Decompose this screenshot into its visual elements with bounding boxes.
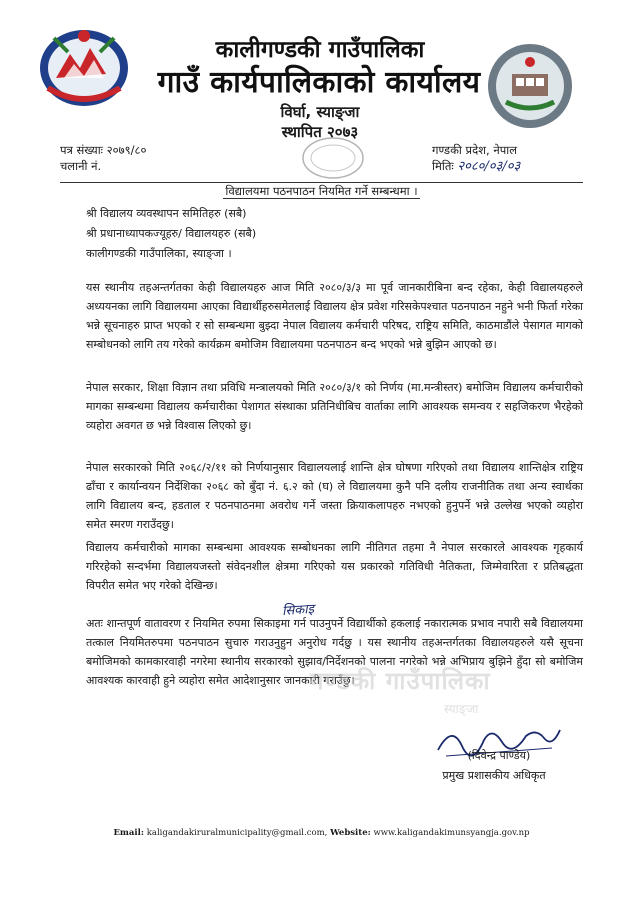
office-watermark-sub: स्याङ्जा (444, 702, 479, 716)
signatory-title: प्रमुख प्रशासकीय अधिकृत (442, 769, 546, 782)
body-paragraph: यस स्थानीय तहअन्तर्गतका केही विद्यालयहरु आज मिति २०८०/३/३ मा पूर्व जानकारीबिना बन्द रहेका, केही विद्यालयहरुले अध्ययनका लागि विद्यालयमा आएका विद्यार्थीहरुसमेतलाई विद्यालय क्षेत्र प्रवेश गरिसकेपश्चात पठनपाठन नहुने भनी फिर्ता गरेका भन्ने सूचनाहरु प्राप्त भएको र सो सम्बन्धमा बुझ्दा नेपाल विद्यालय कर्मचारी परिषद, राष्ट्रिय समिति, काठमाडौंले पेसागत मागको सम्बोधनको लागि तय गरेको कार्यक्रम बमोजिम विद्यालयमा पठनपाठन बन्द भएको भन्ने बुझिन आएको छ। (86, 281, 583, 351)
meta-right (432, 142, 520, 175)
website-link[interactable]: www.kaligandakimunsyangja.gov.np (373, 828, 530, 838)
office-watermark: गण्डकी गाउँपालिका (310, 667, 491, 695)
header-divider (60, 182, 583, 183)
reference-number: पत्र संख्याः २०७९/८० (60, 143, 147, 157)
handwritten-correction: सिकाइ (281, 601, 315, 620)
signatory-name: (दिवेन्द्र पाण्डेय) (467, 749, 531, 762)
date-label: मितिः (432, 159, 454, 173)
office-stamp-mark (300, 134, 366, 182)
website-label: Website: (330, 828, 371, 838)
meta-left (60, 142, 146, 174)
addressee-block (86, 204, 256, 264)
date-line (432, 158, 520, 175)
office-name: गाउँ कार्यपालिकाको कार्यालय (157, 65, 481, 100)
province-line: गण्डकी प्रदेश, नेपाल (432, 143, 518, 157)
subject-text: विद्यालयमा पठनपाठन नियमित गर्ने सम्बन्धमा । (225, 184, 418, 198)
date-value: २०८०/०३/०३ (457, 159, 521, 174)
email-address[interactable]: kaligandakiruralmunicipality@gmail.com (146, 828, 325, 838)
dispatch-number: चलानी नं. (60, 159, 102, 173)
addressee-line: श्री विद्यालय व्यवस्थापन समितिहरु (सबै) (86, 207, 247, 220)
body-paragraph: नेपाल सरकारको मिति २०६८/२/११ को निर्णयानुसार विद्यालयलाई शान्ति क्षेत्र घोषणा गरिएको तथा विद्यालय शान्तिक्षेत्र राष्ट्रिय ढाँचा र कार्यान्वयन निर्देशिका २०६८ को बुँदा नं. ६.२ को (घ) ले विद्यालयमा कुनै पनि दलीय राजनीतिक तथा अन्य स्वार्थका लागि विद्यालय बन्द, हडताल र पठनपाठनमा अवरोध गर्ने जस्ता क्रियाकलापहरु नभएको हुनुपर्ने भन्ने उल्लेख भएको व्यहोरा समेत स्मरण गराउँदछु। (86, 461, 583, 531)
nepal-emblem-logo (34, 18, 134, 110)
addressee-line: श्री प्रधानाध्यापकज्यूहरु/ विद्यालयहरु (सबै) (86, 227, 257, 240)
body-paragraph: अतः शान्तपूर्ण वातावरण र नियमित रुपमा सिकाइमा गर्न पाउनुपर्ने विद्यार्थीको हकलाई नकारात्मक प्रभाव नपारी सबै विद्यालयमा तत्काल नियमितरुपमा पठनपाठन सुचारु गराउनुहुन अनुरोध गर्दछु । यस स्थानीय तहअन्तर्गतका विद्यालयहरुले यसै सूचना बमोजिमको कामकारवाही नगरेमा स्थानीय सरकारको सुझाव/निर्देशनको पालना नगरेको भन्ने अभिप्राय बुझिने हुँदा सो बमोजिम आवश्यक कारवाही हुने व्यहोरा समेत आदेशानुसार जानकारी गराउँछु। (86, 617, 583, 687)
established-year: स्थापित २०७३ (281, 123, 359, 141)
municipality-name: कालीगण्डकी गाउँपालिका (215, 37, 425, 63)
body-paragraph: विद्यालय कर्मचारीको मागका सम्बन्धमा आवश्यक सम्बोधनका लागि नीतिगत तहमा नै नेपाल सरकारले आवश्यक गृहकार्य गरिरहेको सन्दर्भमा विद्यालयजस्तो संवेदनशील क्षेत्रमा गरिएको यस प्रकारको गतिविधी नैतिकता, जिम्मेवारिता र प्रतिबद्धता विपरीत समेत भए गरेको देखिन्छ। (86, 541, 583, 592)
municipal-seal-logo (486, 42, 574, 130)
addressee-line: कालीगण्डकी गाउँपालिका, स्याङ्जा । (86, 247, 232, 260)
body-paragraph: नेपाल सरकार, शिक्षा विज्ञान तथा प्रविधि मन्त्रालयको मिति २०८०/३/१ को निर्णय (मा.मन्त्रीस्तर) बमोजिम विद्यालय कर्मचारीको मागका सम्बन्धमा विद्यालय कर्मचारीका पेशागत संस्थाका प्रतिनिधीबिच वार्ताका लागि आवश्यक समन्वय र सहजिकरण भैरहेको व्यहोरा अवगत छ भन्ने विश्वास लिएको छु। (86, 381, 583, 432)
letter-footer: Email: kaligandakiruralmunicipality@gmail.com, Website: www.kaligandakimunsyangja.gov.np (113, 828, 530, 838)
email-label: Email: (113, 828, 145, 838)
office-place: विर्घा, स्याङ्जा (280, 103, 360, 121)
letter-subject (60, 184, 583, 199)
